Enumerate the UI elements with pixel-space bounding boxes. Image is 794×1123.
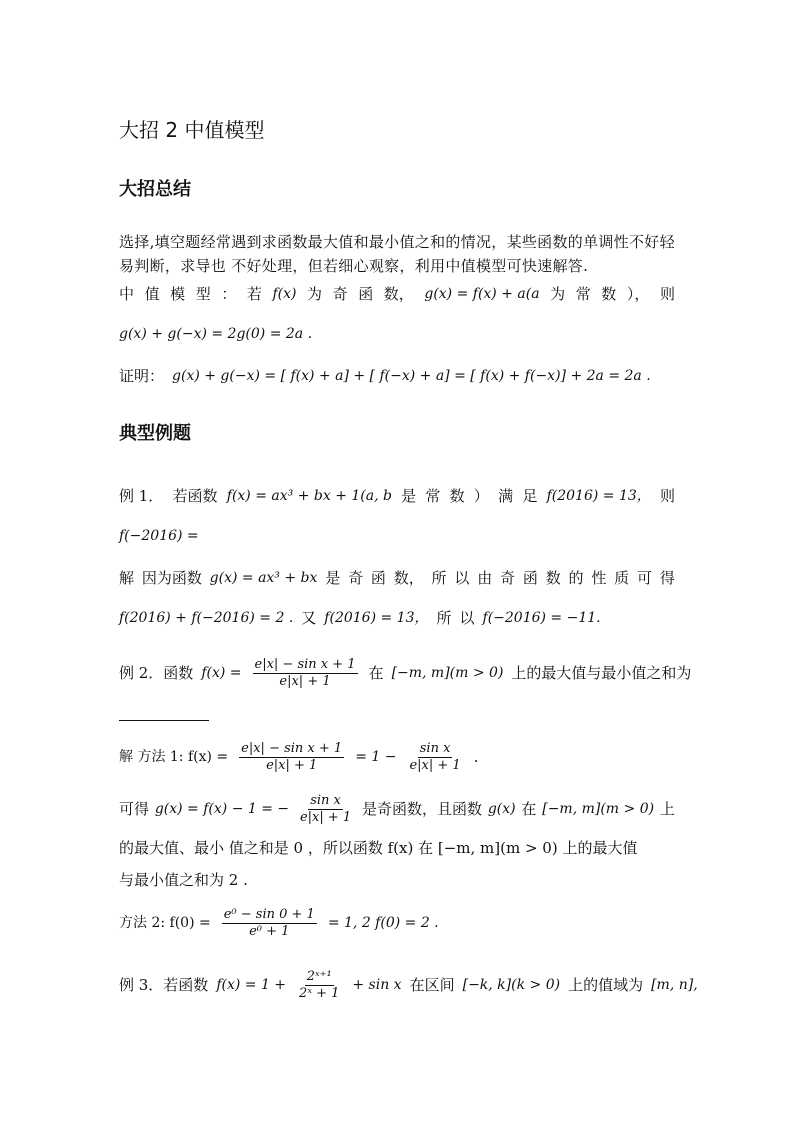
method-2-label: 方法 2: f(0) =: [119, 915, 211, 931]
example-3-range: [m, n],: [651, 977, 698, 993]
text: 则: [659, 487, 675, 505]
text: 是: [325, 569, 341, 587]
text: 是奇函数，且函数: [361, 800, 482, 818]
text: 数，: [393, 569, 424, 587]
example-3-lhs: f(x) = 1 +: [216, 977, 287, 993]
model-result: g(x) + g(−x) = 2g(0) = 2a .: [119, 326, 313, 342]
fraction-denominator: e|x| + 1: [299, 809, 352, 825]
text: 数: [545, 569, 561, 587]
proof-line: [119, 364, 675, 388]
example-3-fraction: [297, 969, 341, 1002]
solution-2-label: 解 方法 1: f(x) =: [119, 749, 229, 765]
page-title: 大招 2 中值模型: [119, 118, 265, 142]
text: 质: [614, 569, 630, 587]
solution-2-fraction-1: [239, 741, 344, 774]
fraction-denominator: e|x| + 1: [266, 757, 318, 773]
text: 可: [637, 569, 653, 587]
text: 上的最大值与最小值之和为: [511, 664, 692, 682]
text: 是: [401, 487, 417, 505]
solution-2-gx: g(x): [487, 801, 516, 817]
solution-2-fraction-2: [407, 741, 462, 774]
text: 数: [449, 487, 465, 505]
g-definition: g(x) = f(x) + a(a: [424, 286, 540, 302]
text: 所: [436, 609, 452, 627]
solution-1-line-1: [119, 566, 675, 590]
fraction-numerator: 2ˣ⁺¹: [306, 968, 332, 984]
fraction-denominator: e|x| + 1: [279, 673, 331, 689]
model-word: 中: [119, 285, 135, 303]
summary-heading: 大招总结: [119, 179, 191, 200]
text: 奇: [348, 569, 364, 587]
answer-blank-line: [119, 704, 675, 728]
model-word: 型: [195, 285, 211, 303]
example-3-sin: + sin x: [352, 977, 402, 993]
answer-blank: [119, 704, 209, 721]
solution-2-mid: = 1 −: [355, 749, 397, 765]
example-3-label: 例 3．若函数: [119, 976, 209, 994]
solution-2-fraction-3: [298, 793, 353, 826]
solution-2-line-1: [119, 738, 675, 776]
example-1-function: f(x) = ax³ + bx + 1(a, b: [226, 488, 392, 504]
text: 又: [301, 609, 317, 627]
example-2-interval: [−m, m](m > 0): [391, 665, 504, 681]
example-2-fraction: [253, 657, 358, 690]
text: 在: [521, 800, 537, 818]
solution-2-g: g(x) = f(x) − 1 = −: [154, 801, 290, 817]
fraction-denominator: e⁰ + 1: [249, 923, 290, 939]
text: 函: [370, 569, 386, 587]
proof-expression: g(x) + g(−x) = [ f(x) + a] + [ f(−x) + a] = [ f(x) + f(−x)] + 2a = 2a .: [172, 368, 651, 384]
model-word: 为: [307, 285, 323, 303]
solution-1-g: g(x) = ax³ + bx: [209, 570, 318, 586]
example-1-statement: [119, 484, 675, 508]
text: 在: [368, 664, 384, 682]
odd-function-fx: f(x): [272, 286, 297, 302]
text: 可得: [119, 800, 150, 818]
summary-paragraph: 选择,填空题经常遇到求函数最大值和最小值之和的情况，某些函数的单调性不好轻易判断，求导也 不好处理，但若细心观察，利用中值模型可快速解答.: [119, 233, 675, 275]
method-2-fraction: [222, 907, 317, 940]
text: 上的值域为: [568, 976, 644, 994]
solution-2-line-2: [119, 790, 675, 828]
model-word: 则: [659, 285, 675, 303]
solution-1-given: f(2016) = 13，: [324, 610, 429, 626]
text: 所: [431, 569, 447, 587]
model-word: 值: [144, 285, 160, 303]
text: ）: [473, 487, 489, 505]
text: 满: [498, 487, 514, 505]
fraction-denominator: e|x| + 1: [409, 757, 461, 773]
fraction-denominator: 2ˣ + 1: [299, 985, 340, 1001]
solution-2-line-3: 的最大值、最小 值之和是 0 ，所以函数 f(x) 在 [−m, m](m > 0) 上的最大值: [119, 839, 638, 857]
example-2-label: 例 2．函数: [119, 664, 194, 682]
fraction-numerator: e⁰ − sin 0 + 1: [223, 906, 315, 922]
text: 得: [659, 569, 675, 587]
example-2-lhs: f(x) =: [201, 665, 242, 681]
model-word: 若: [246, 285, 262, 303]
model-word: 模: [170, 285, 186, 303]
proof-label: 证明：: [119, 367, 165, 385]
method-2-line: [119, 904, 675, 942]
example-3-interval: [−k, k](k > 0): [462, 977, 561, 993]
solution-label: 解: [119, 569, 135, 587]
solution-1-answer: f(−2016) = −11.: [482, 610, 601, 626]
model-word: 数，: [383, 285, 414, 303]
fraction-numerator: sin x: [419, 740, 451, 756]
model-statement: [119, 282, 675, 306]
method-2-result: = 1, 2 f(0) = 2 .: [327, 915, 439, 931]
solution-2-interval: [−m, m](m > 0): [542, 801, 655, 817]
example-1-label: 例 1．: [119, 487, 164, 505]
text: 的: [568, 569, 584, 587]
text: 以: [454, 569, 470, 587]
text: 以: [459, 609, 475, 627]
text: 由: [477, 569, 493, 587]
example-1-question: f(−2016) =: [119, 528, 199, 544]
text: 在区间: [409, 976, 455, 994]
text: 上: [659, 800, 675, 818]
model-word: ），: [626, 285, 650, 303]
example-3-statement: [119, 966, 698, 1004]
example-1-condition: f(2016) = 13，: [546, 488, 651, 504]
model-word: 函: [358, 285, 374, 303]
model-colon: ：: [221, 285, 237, 303]
fraction-numerator: sin x: [310, 792, 341, 808]
text: 常: [425, 487, 441, 505]
solution-1-sum: f(2016) + f(−2016) = 2 .: [119, 610, 294, 626]
examples-heading: 典型例题: [119, 423, 191, 444]
text: 若函数: [172, 487, 218, 505]
text: .: [473, 748, 479, 766]
fraction-numerator: e|x| − sin x + 1: [241, 740, 343, 756]
text: 函: [522, 569, 538, 587]
model-word: 奇: [332, 285, 348, 303]
example-2-statement: [119, 654, 692, 692]
text: 因为函数: [141, 569, 202, 587]
text: 性: [591, 569, 607, 587]
text: 奇: [500, 569, 516, 587]
model-word: 常: [575, 285, 591, 303]
model-word: 为: [550, 285, 566, 303]
model-word: 数: [601, 285, 617, 303]
solution-2-line-4: 与最小值之和为 2 .: [119, 871, 248, 889]
solution-1-line-2: [119, 606, 675, 630]
text: 足: [522, 487, 538, 505]
fraction-numerator: e|x| − sin x + 1: [254, 656, 356, 672]
